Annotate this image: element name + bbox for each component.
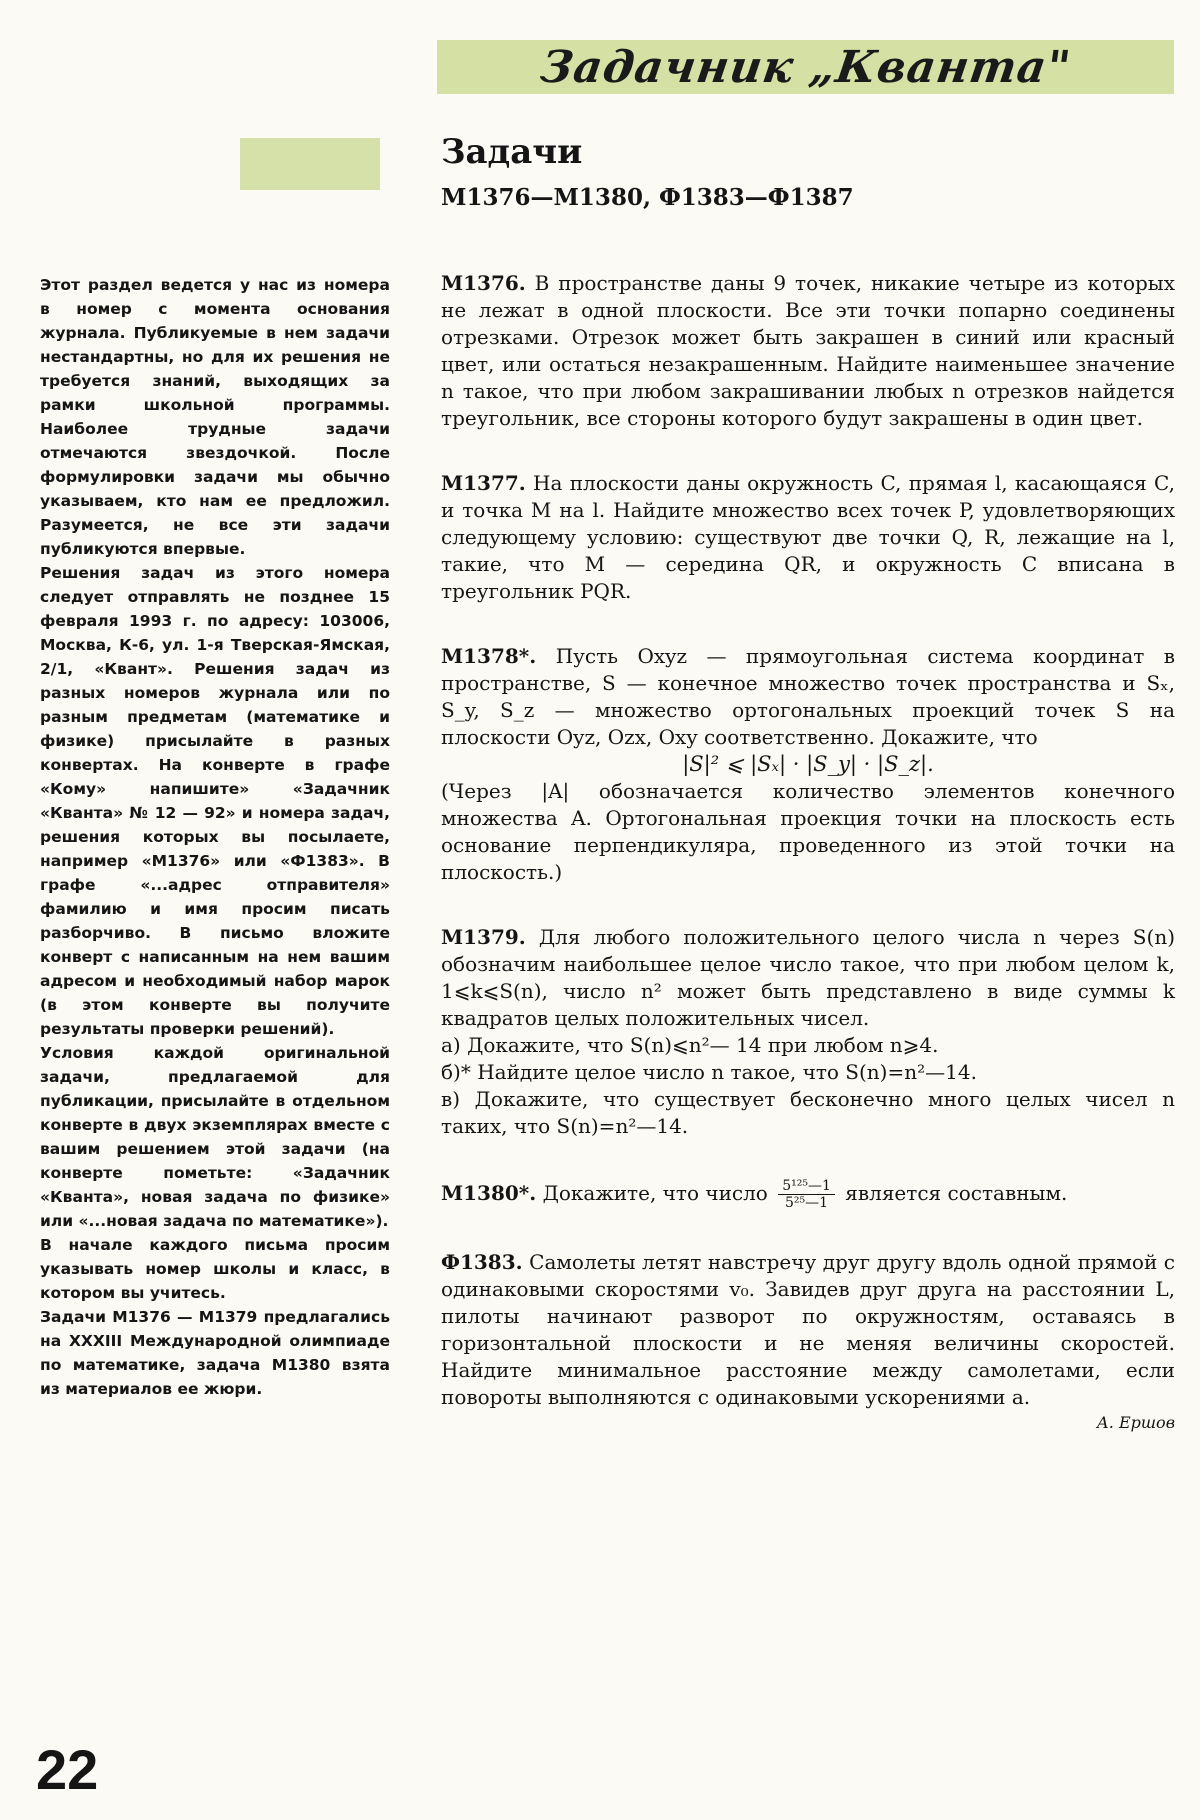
problem-text-end: является составным. [845, 1181, 1068, 1205]
fraction-denominator: 5²⁵—1 [785, 1195, 829, 1211]
problem-part-c: в) Докажите, что существует бесконечно много целых чисел n таких, что S(n)=n²—14. [441, 1087, 1175, 1138]
banner-title: Задачник „Кванта" [537, 41, 1074, 93]
sidebar-paragraph: В начале каждого письма просим указывать номер школы и класс, в котором вы учитесь. [40, 1236, 390, 1302]
sidebar-paragraph: Решения задач из этого номера следует отправлять не позднее 15 февраля 1993 г. по адресу: 103006, Москва, К-6, ул. 1-я Тверская-Ямская, 2/1, «Квант». Решения задач из разных номеров журнала или по разным предметам (математике и физике) присылайте в разных конвертах. На конверте в графе «Кому» напишите» «Задачник «Кванта» № 12 — 92» и номера задач, решения которых вы посылаете, например «M1376» или «Ф1383». В графе «...адрес отправителя» фамилию и имя просим писать разборчиво. В письмо вложите конверт с написанным на нем вашим адресом и необходимый набор марок (в этом конверте вы получите результаты проверки решений). [40, 564, 390, 1038]
page-subtitle: M1376—M1380, Ф1383—Ф1387 [441, 184, 854, 211]
problem-id: M1379. [441, 925, 526, 949]
problem-f1383 [441, 1249, 1175, 1411]
sidebar-paragraph: Задачи M1376 — M1379 предлагались на XXXIII Международной олимпиаде по математике, задача M1380 взята из материалов ее жюри. [40, 1308, 390, 1398]
page-title: Задачи [441, 132, 583, 172]
problem-m1380 [441, 1178, 1175, 1211]
decorative-block [240, 138, 380, 190]
problem-note: (Через |A| обозначается количество элементов конечного множества A. Ортогональная проекция точки на плоскость есть основание перпендикуляра, проведенного из этой точки на плоскость.) [441, 779, 1175, 884]
problem-m1378 [441, 643, 1175, 886]
sidebar-paragraph: Этот раздел ведется у нас из номера в номер с момента основания журнала. Публикуемые в нем задачи нестандартны, но для их решения не требуется знаний, выходящих за рамки школьной программы. Наиболее трудные задачи отмечаются звездочкой. После формулировки задачи мы обычно указываем, кто нам ее предложил. Разумеется, не все эти задачи публикуются впервые. [40, 276, 390, 558]
problem-id: M1378*. [441, 644, 537, 668]
problem-text: Докажите, что число [542, 1181, 768, 1205]
fraction-numerator: 5¹²⁵—1 [778, 1178, 835, 1195]
problem-id: M1380*. [441, 1181, 537, 1205]
problem-text: Для любого положительного целого числа n через S(n) обозначим наибольшее целое число такое, что при любом целом k, 1⩽k⩽S(n), число n² может быть представлено в виде суммы k квадратов целых положительных чисел. [441, 925, 1175, 1030]
problem-m1376 [441, 270, 1175, 432]
fraction [778, 1178, 835, 1211]
problem-formula: |S|² ⩽ |Sₓ| · |S_y| · |S_z|. [682, 752, 934, 776]
problem-part-a: а) Докажите, что S(n)⩽n²— 14 при любом n⩾4. [441, 1033, 939, 1057]
problem-id: Ф1383. [441, 1250, 523, 1274]
sidebar-paragraph: Условия каждой оригинальной задачи, предлагаемой для публикации, присылайте в отдельном конверте в двух экземплярах вместе с вашим решением этой задачи (на конверте пометьте: «Задачник «Кванта», новая задача по физике» или «...новая задача по математике»). [40, 1044, 390, 1230]
problem-text: Пусть Oxyz — прямоугольная система координат в пространстве, S — конечное множество точек пространства и Sₓ, S_y, S_z — множество ортогональных проекций точек S на плоскости Oyz, Ozx, Oxy соответственно. Докажите, что [441, 644, 1176, 749]
problem-part-b: б)* Найдите целое число n такое, что S(n)=n²—14. [441, 1060, 977, 1084]
problems-column [441, 270, 1175, 1449]
problem-id: M1376. [441, 271, 526, 295]
problem-m1377 [441, 470, 1175, 605]
section-banner [437, 40, 1174, 94]
problem-text: Самолеты летят навстречу друг другу вдоль одной прямой с одинаковыми скоростями v₀. Завидев друг друга на расстоянии L, пилоты начинают разворот по окружностям, оставаясь в горизонтальной плоскости и не меняя величины скоростей. Найдите минимальное расстояние между самолетами, если повороты выполняются с одинаковыми ускорениями a. [441, 1250, 1176, 1409]
page-number: 22 [36, 1738, 99, 1801]
sidebar-info [40, 273, 390, 1401]
problem-author: А. Ершов [1096, 1413, 1175, 1432]
problem-text: В пространстве даны 9 точек, никакие четыре из которых не лежат в одной плоскости. Все эти точки попарно соединены отрезками. Отрезок может быть закрашен в синий или красный цвет, или остаться незакрашенным. Найдите наименьшее значение n такое, что при любом закрашивании любых n отрезков найдется треугольник, все стороны которого будут закрашены в один цвет. [441, 271, 1175, 430]
problem-text: На плоскости даны окружность C, прямая l, касающаяся C, и точка M на l. Найдите множество всех точек P, удовлетворяющих следующему условию: существуют две точки Q, R, лежащие на l, такие, что M — середина QR, и окружность C вписана в треугольник PQR. [441, 471, 1175, 603]
problem-m1379 [441, 924, 1175, 1140]
problem-id: M1377. [441, 471, 526, 495]
